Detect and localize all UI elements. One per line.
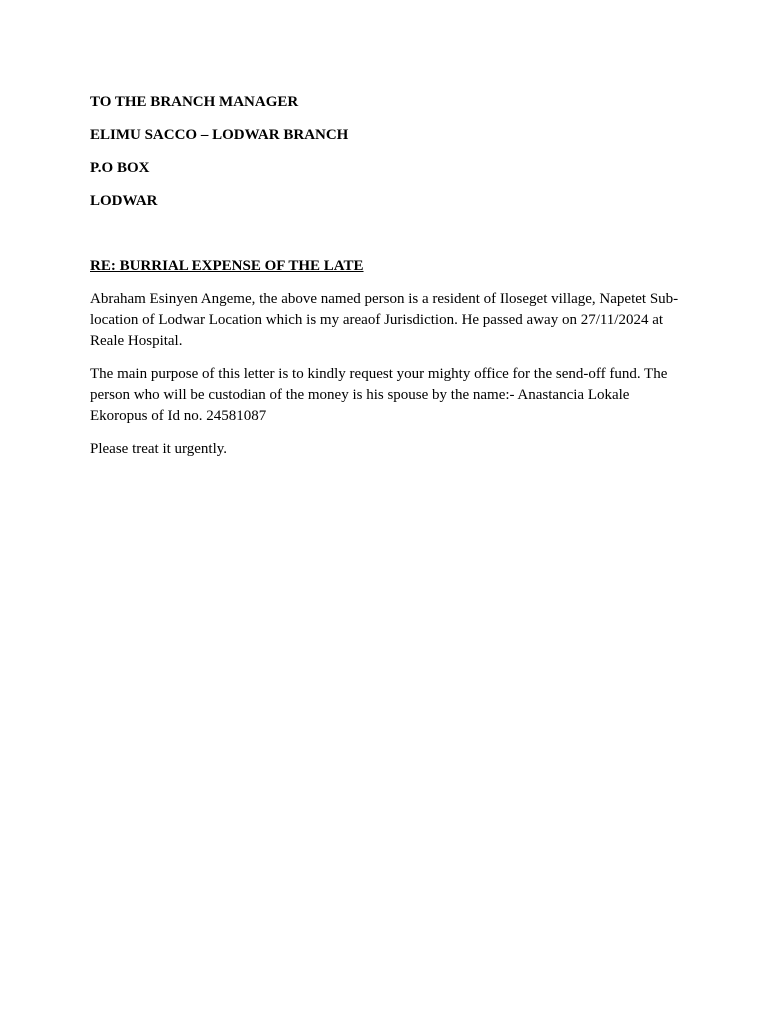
- letter-subject: RE: BURRIAL EXPENSE OF THE LATE: [90, 258, 364, 274]
- address-line-town: LODWAR: [90, 193, 158, 209]
- recipient-address: [90, 92, 680, 212]
- address-line-recipient: TO THE BRANCH MANAGER: [90, 94, 299, 110]
- paragraph-request: The main purpose of this letter is to kindly request your mighty office for the send-off fund. The person who will be custodian of the money is his spouse by the name:- Anastancia Lokale Ekoropus of Id no. 24581087: [90, 366, 668, 424]
- address-line-po-box: P.O BOX: [90, 160, 150, 176]
- paragraph-deceased-details: Abraham Esinyen Angeme, the above named person is a resident of Iloseget village, Napetet Sub-location of Lodwar Location which is my areaof Jurisdiction. He passed away on 27/11/2024 at Reale Hospital.: [90, 291, 679, 349]
- address-line-organization: ELIMU SACCO – LODWAR BRANCH: [90, 127, 349, 143]
- paragraph-closing: Please treat it urgently.: [90, 441, 228, 457]
- letter-body: [90, 92, 680, 472]
